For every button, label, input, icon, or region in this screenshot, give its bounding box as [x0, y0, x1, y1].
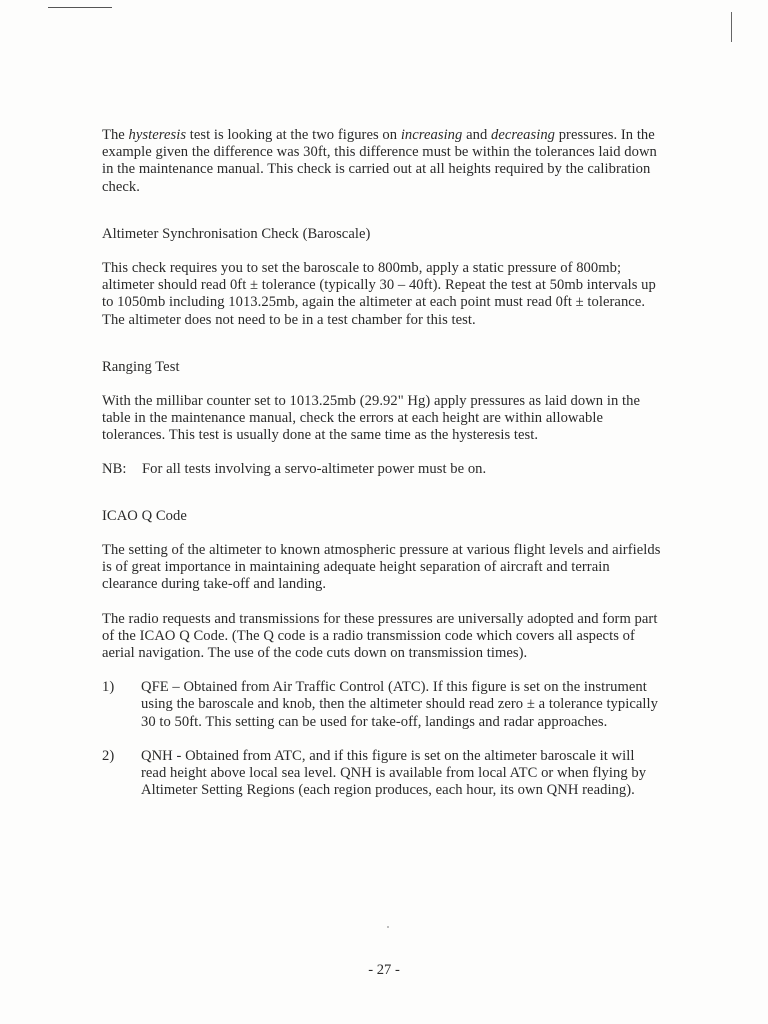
- paragraph-icao-2: The radio requests and transmissions for these pressures are universally adopted and form part of the ICAO Q Code. (The Q code is a radio transmission code which covers all aspects of aerial navigation. The use of the code cuts down on transmission times).: [102, 610, 658, 662]
- emphasis-hysteresis: hysteresis: [128, 127, 187, 143]
- nb-text: For all tests involving a servo-altimeter power must be on.: [142, 460, 487, 477]
- paragraph-icao-1: The setting of the altimeter to known atmospheric pressure at various flight levels and airfields is of great importance in maintaining adequate height separation of aircraft and terrain clearance during take-off and landing.: [102, 542, 661, 593]
- nb-label: NB:: [102, 460, 127, 477]
- heading-ranging-test: Ranging Test: [102, 358, 180, 375]
- text-run: pressures. In the example given the difference was 30ft, this difference must be within the tolerances laid down in the maintenance manual. This check is carried out at all heights required by the calibration check.: [102, 127, 657, 195]
- list-text: QNH - Obtained from ATC, and if this figure is set on the altimeter baroscale it will read height above local sea level. QNH is available from local ATC or when flying by Altimeter Setting Regions (each region produces, each hour, its own QNH reading).: [141, 747, 647, 799]
- paragraph-sync-check: This check requires you to set the baroscale to 800mb, apply a static pressure of 800mb; altimeter should read 0ft ± tolerance (typically 30 – 40ft). Repeat the test at 50mb intervals up to 1050mb including 1013.25mb, again the altimeter at each point must read 0ft ± tolerance. The altimeter does not need to be in a test chamber for this test.: [102, 260, 656, 328]
- scan-artifact-line: [48, 7, 112, 8]
- list-item-qnh: [102, 748, 662, 800]
- list-number: 1): [102, 679, 115, 696]
- list-text: QFE – Obtained from Air Traffic Control (ATC). If this figure is set on the instrument using the baroscale and knob, then the altimeter should read zero ± a tolerance typically 30 to 50ft. This setting can be used for take-off, landings and radar approaches.: [141, 679, 658, 730]
- heading-icao-q-code: ICAO Q Code: [102, 507, 187, 524]
- nb-note: [102, 461, 662, 478]
- scan-artifact-dot: [387, 926, 389, 928]
- emphasis-decreasing: decreasing: [491, 127, 556, 143]
- page-number: - 27 -: [368, 962, 400, 978]
- emphasis-increasing: increasing: [400, 127, 463, 143]
- list-item-qfe: [102, 679, 662, 731]
- page-content: [102, 127, 662, 799]
- paragraph-hysteresis: [102, 127, 662, 196]
- heading-sync-check: Altimeter Synchronisation Check (Baroscale): [102, 225, 371, 242]
- text-run: test is looking at the two figures on: [186, 127, 401, 143]
- paragraph-ranging-test: With the millibar counter set to 1013.25mb (29.92" Hg) apply pressures as laid down in the table in the maintenance manual, check the errors at each height are within allowable tolerances. This test is usually done at the same time as the hysteresis test.: [102, 393, 640, 444]
- text-run: The: [102, 127, 129, 143]
- text-run: and: [462, 127, 492, 143]
- list-number: 2): [102, 747, 115, 764]
- scan-artifact-mark: [731, 12, 732, 42]
